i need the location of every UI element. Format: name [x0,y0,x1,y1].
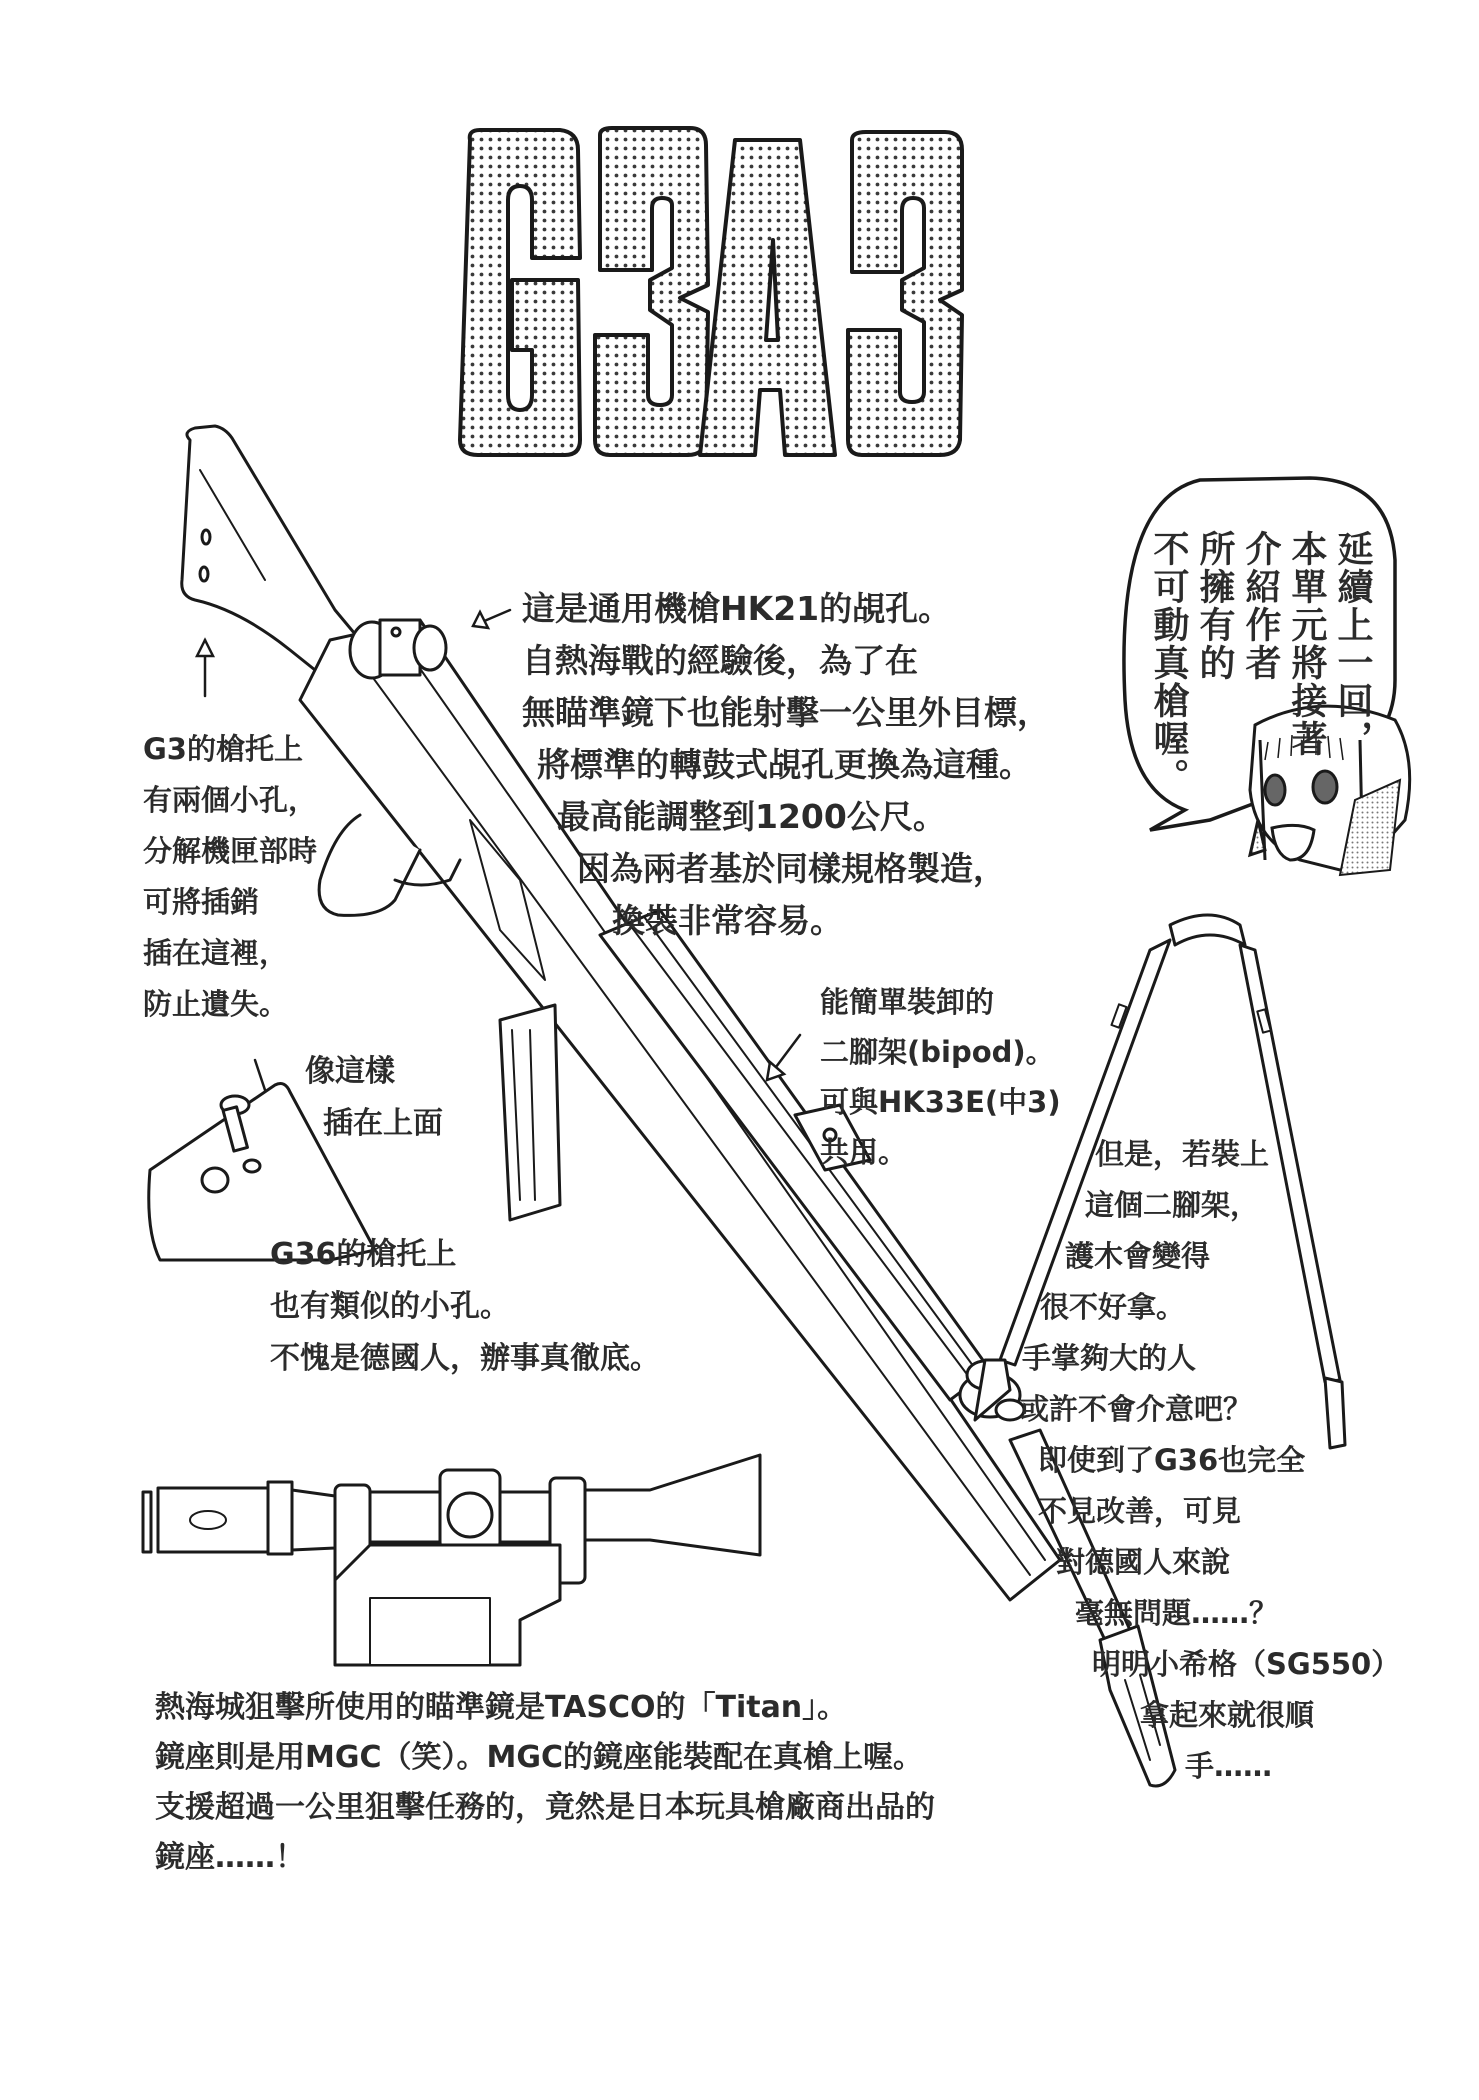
annotation-scope [155,1690,935,1875]
annotation-line: 或許不會介意吧？ [1020,1392,1253,1426]
annotation-line: 分解機匣部時 [143,834,318,868]
annotation-line: 也有類似的小孔。 [270,1289,510,1324]
bubble-line: 延續上一回， [1332,530,1373,758]
annotation-line: 護木會變得 [1065,1239,1211,1273]
title-letter-3 [595,128,708,455]
annotation-line: 可將插銷 [143,885,260,919]
bipod-yoke [1170,915,1245,945]
annotation-line: 防止遺失。 [143,987,289,1021]
annotation-line: 這個二腳架， [1085,1188,1260,1222]
annotation-line: 手…… [1185,1749,1273,1783]
annotation-line: 很不好拿。 [1040,1290,1186,1324]
scope-focus-ring [268,1482,292,1554]
bubble-line: 本單元將接著 [1286,530,1327,758]
annotation-line: 毫無問題……？ [1075,1596,1279,1630]
annotation-line: 不見改善，可見 [1038,1494,1242,1528]
rear-sight-hk21 [350,620,446,678]
title-letter-3b [848,132,962,455]
annotation-line: 明明小希格（SG550） [1092,1647,1401,1681]
annotation-line: 有兩個小孔， [143,783,318,817]
annotation-line: 最高能調整到1200公尺。 [557,797,946,836]
annotation-line: 對德國人來說 [1056,1545,1231,1579]
annotation-line: 無瞄準鏡下也能射擊一公里外目標， [522,693,1050,732]
annotation-line: 二腳架(bipod)。 [820,1035,1055,1069]
annotation-line: 即使到了G36也完全 [1038,1443,1306,1477]
annotation-line: 換裝非常容易。 [612,901,843,940]
bubble-line: 不可動真槍喔。 [1148,530,1189,796]
annotation-line: 像這樣 [305,1054,395,1089]
annotation-line: 手掌夠大的人 [1022,1341,1197,1375]
scope-tasco-titan [143,1455,760,1665]
annotation-line: 不愧是德國人，辦事真徹底。 [270,1341,660,1376]
annotation-line: 鏡座……！ [155,1840,305,1875]
title-letter-g [460,130,580,455]
title-letter-a [700,140,835,455]
annotation-line: 拿起來就很順 [1140,1698,1315,1732]
annotation-stock-holes [143,732,318,1021]
annotation-pin-insert [305,1054,443,1141]
annotation-line: 可與HK33E(中3) [820,1085,1061,1119]
annotation-line: G3的槍托上 [143,732,303,766]
scope-eyepiece-cap [143,1492,151,1552]
annotation-line: 自熱海戰的經驗後，為了在 [522,641,918,680]
annotation-line: 將標準的轉鼓式覘孔更換為這種。 [537,745,1032,784]
annotation-line: 插在上面 [323,1106,443,1141]
annotation-bipod-comment [1020,1137,1401,1783]
annotation-line: 插在這裡， [143,936,289,970]
annotation-line: G36的槍托上 [270,1237,457,1272]
bubble-line: 所擁有的 [1194,530,1235,682]
annotation-line: 但是，若裝上 [1095,1137,1270,1171]
scope-objective [585,1455,760,1555]
annotation-g36-stock [270,1237,660,1376]
speech-bubble-text [1145,530,1375,830]
annotation-line: 這是通用機槍HK21的覘孔。 [522,589,952,628]
annotation-line: 熱海城狙擊所使用的瞄準鏡是TASCO的「Titan」。 [155,1690,848,1725]
annotation-line: 共用。 [820,1135,908,1169]
bubble-line: 介紹作者 [1240,530,1281,682]
title-g3a3 [460,128,962,455]
annotation-line: 能簡單裝卸的 [820,985,995,1019]
annotation-rear-sight [522,589,1050,940]
annotation-line: 因為兩者基於同樣規格製造， [577,849,1006,888]
annotation-line: 支援超過一公里狙擊任務的，竟然是日本玩具槍廠商出品的 [155,1790,935,1825]
annotation-line: 鏡座則是用MGC（笑）。MGC的鏡座能裝配在真槍上喔。 [155,1740,923,1775]
